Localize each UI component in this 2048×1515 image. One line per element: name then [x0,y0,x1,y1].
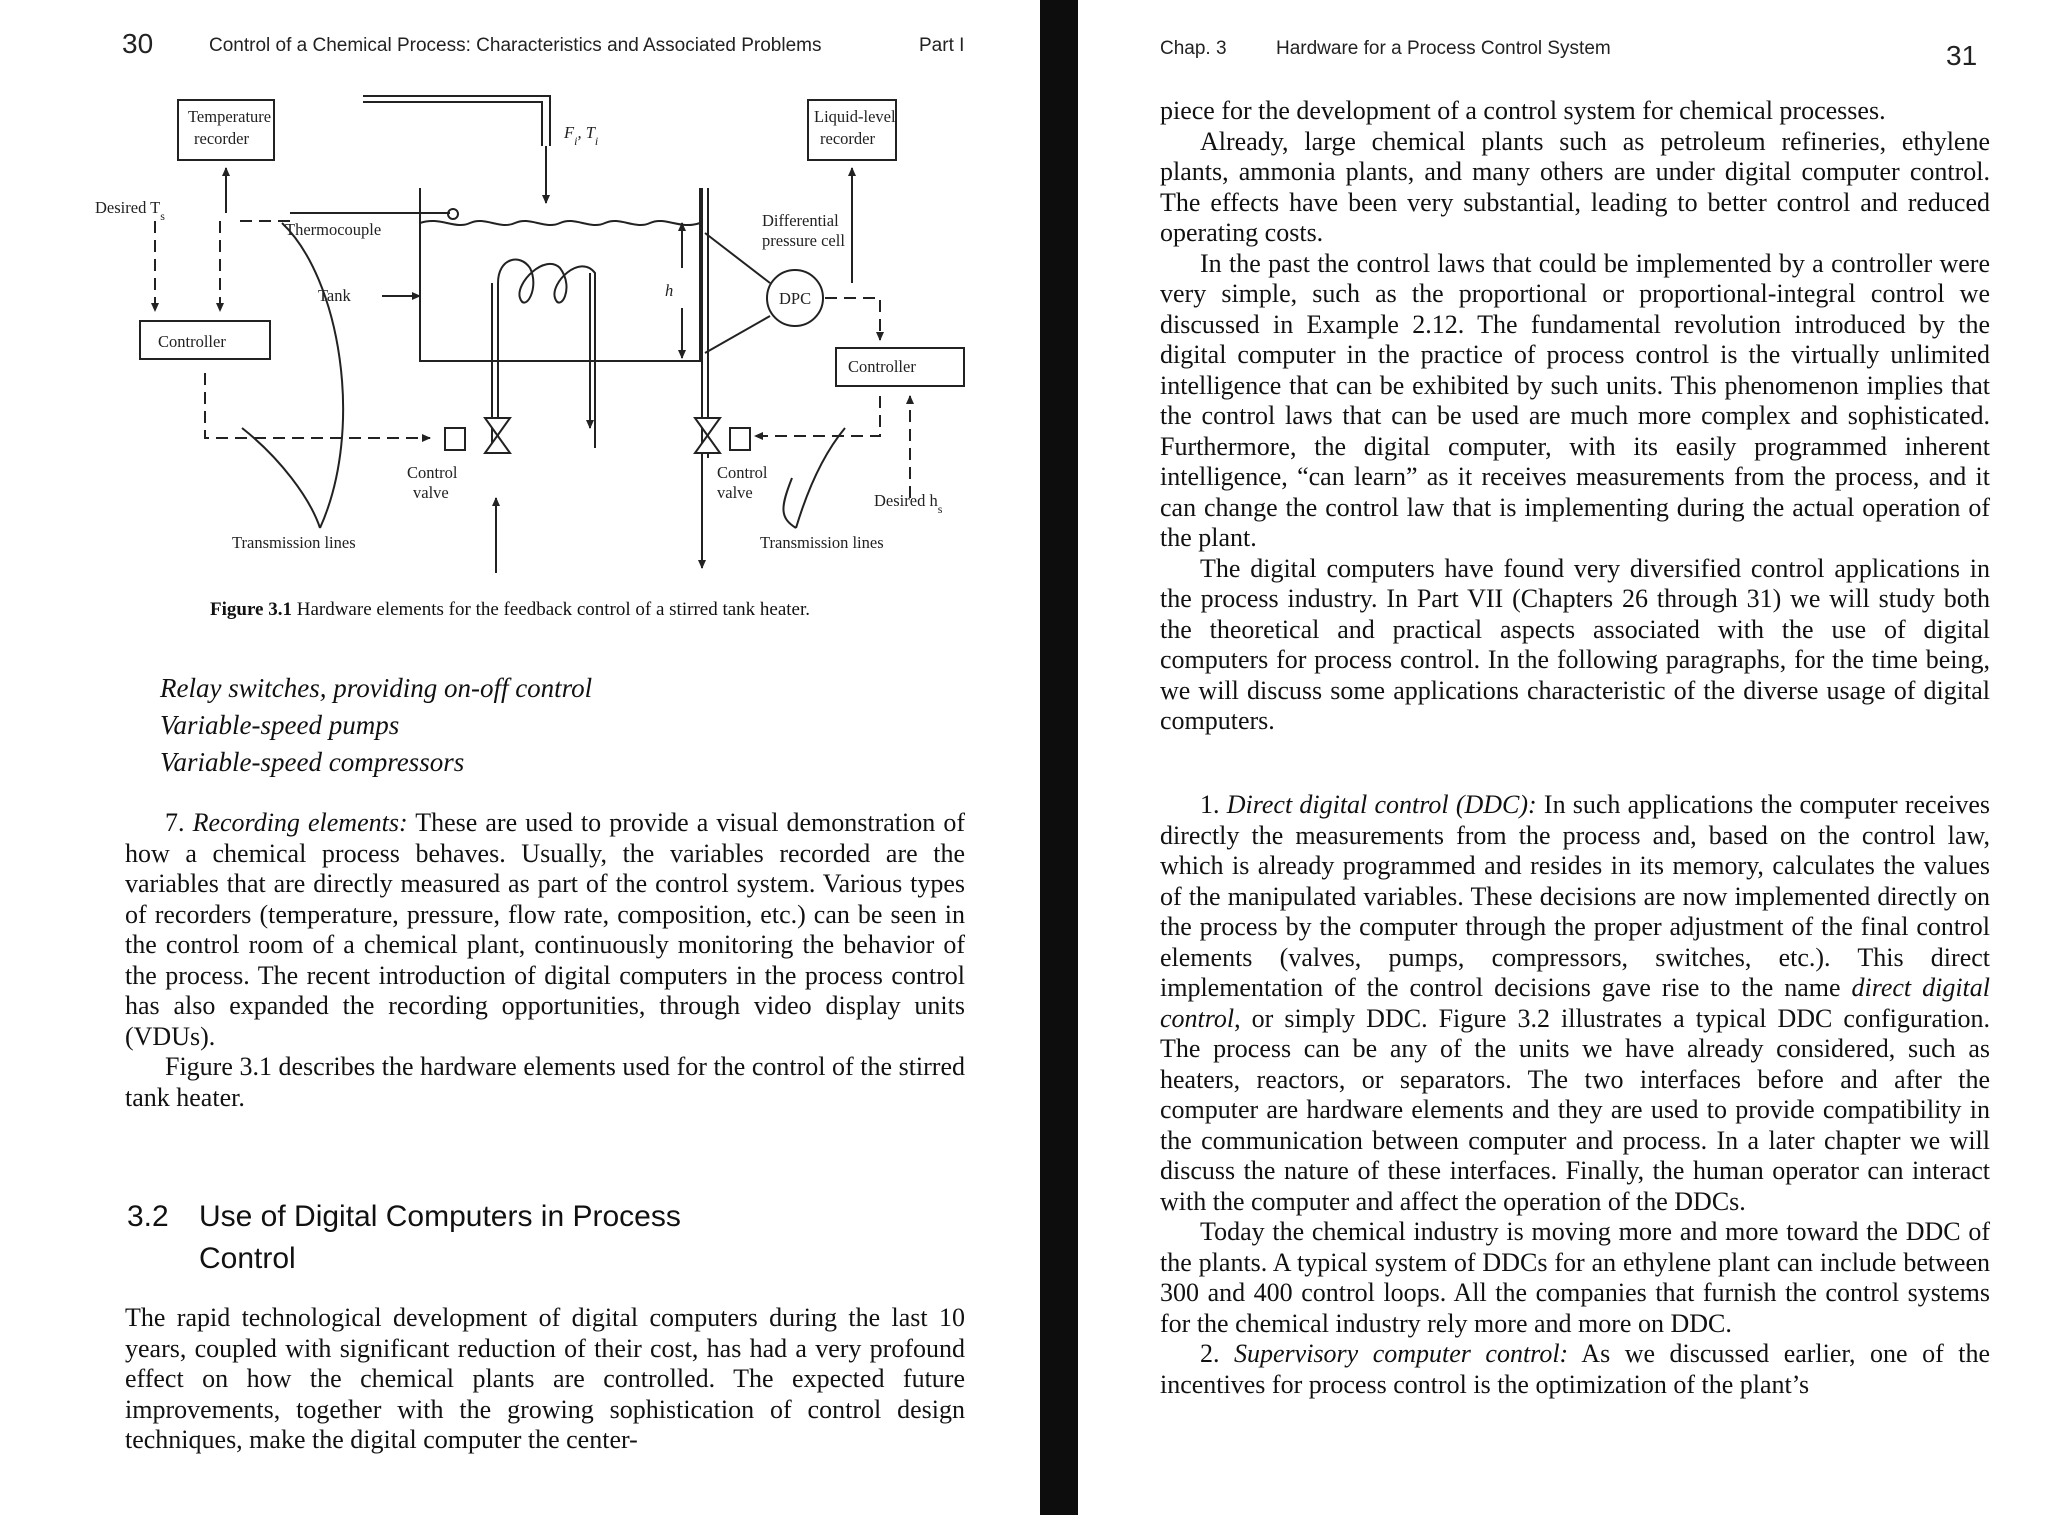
page-number-right: 31 [1946,40,1978,71]
para-control-laws: In the past the control laws that could be implemented by a controller were very simple, such as the proportional or proportional-integral control we discussed in Example 2.12. The fundamental revolution introduced by the digital computer in the practice of process control is the virtually unlimited intelligence that can be exhibited by such units. This phenomenon implies that the control laws that can be used are much more complex and sophisticated. Furthermore, the digital computer, with its easily programmed inherent intelligence, “can learn” as it receives measurements from the process, and it can change the control law that is implementing during the actual operation of the plant. [1160,248,1990,552]
inlet-pipe [363,96,550,146]
section-title-line2: Control [199,1242,296,1275]
left-body-lower [125,1303,965,1456]
label-transmission-left: Transmission lines [232,533,356,552]
label-control-valve-right-2: valve [717,483,753,502]
right-page [1078,0,2048,1515]
right-body-upper [1160,96,1990,737]
list-item: Variable-speed pumps [160,710,400,740]
section-heading [127,1196,827,1280]
label-desired-ts: Desired $T_s$ [95,198,165,223]
para-applications: The digital computers have found very diversified control applications in the process industry. In Part VII (Chapters 26 through 31) we will study both the theoretical and practical aspects associated with the use of digital computers for process control. In the following paragraphs, for the time being, we will discuss some applications characteristic of the diverse usage of digital computers. [1160,553,1990,735]
para-recording-elements: 7. Recording elements: These are used to provide a visual demonstration of how a chemical process behaves. Usually, the variables recorded are the variables that are directly measured as part of the control system. Various types of recorders (temperature, pressure, flow rate, composition, etc.) can be seen in the control room of a chemical plant, continuously monitoring the behavior of the process. The recent introduction of digital computers in the process control has also expanded the recording opportunities, through video display units (VDUs). [125,808,965,1051]
final-element-list [160,670,960,781]
label-h: h [665,281,674,300]
label-thermocouple: Thermocouple [285,220,382,239]
left-body-upper [125,808,965,1113]
caption-label: Figure 3.1 [210,599,292,620]
label-control-valve-right-1: Control [717,463,768,482]
control-valve-right [695,418,720,453]
book-gutter [1040,0,1078,1515]
page-number-left: 30 [122,28,154,59]
label-controller-left: Controller [158,332,226,351]
label-tank: Tank [318,286,351,305]
chapter-label: Chap. 3 [1160,38,1227,59]
label-control-valve-left-1: Control [407,463,458,482]
label-control-valve-left-2: valve [413,483,449,502]
caption-text: Hardware elements for the feedback control of a stirred tank heater. [296,599,811,620]
label-inlet: $F_i$, $T_i$ [564,123,599,148]
part-label: Part I [919,35,965,56]
section-title-line1: Use of Digital Computers in Process [199,1200,681,1233]
figure-caption [210,598,910,622]
hardware-diagram [95,78,1020,598]
heating-coil [498,260,595,448]
label-transmission-right: Transmission lines [760,533,884,552]
label-differential-1: Differential [762,211,839,230]
list-item: Variable-speed compressors [160,747,465,777]
figure-3-1 [95,78,1020,598]
para-rapid-development: The rapid technological development of digital computers during the last 10 years, coupled with significant reduction of their cost, has had a very profound effect on how the chemical plants are controlled. The expected future improvements, together with the growing sophistication of control design techniques, make the digital computer the center- [125,1303,965,1454]
para-direct-digital-control: 1. Direct digital control (DDC): In such applications the computer receives directly the measurements from the process and, based on the control law, which is already programmed and resides in its memory, calculates the values of the manipulated variables. These decisions are now implemented directly on the process by the computer through the proper adjustment of the final control elements (valves, pumps, compressors, switches, etc.). This direct implementation of the control decisions gave rise to the name direct digital control, or simply DDC. Figure 3.2 illustrates a typical DDC configuration. The process can be any of the units we have already considered, such as heaters, reactors, or separators. The two interfaces before and after the computer are hardware elements and they are used to provide compatibility in the communication between computer and process. In a later chapter we will discuss the nature of these interfaces. Finally, the human operator can interact with the computer and affect the operation of the DDCs. [1160,790,1990,1216]
label-desired-hs: Desired $h_s$ [874,491,943,516]
running-title-left: Control of a Chemical Process: Characteristics and Associated Problems [209,35,822,56]
para-figure-reference: Figure 3.1 describes the hardware elements used for the control of the stirred tank heater. [125,1052,965,1112]
para-supervisory-control: 2. Supervisory computer control: As we discussed earlier, one of the incentives for process control is the optimization of the plant’s [1160,1339,1991,1399]
para-centerpiece: piece for the development of a control system for chemical processes. [1160,96,1886,125]
label-dpc: DPC [779,289,812,308]
control-valve-left [485,418,510,453]
section-number: 3.2 [127,1200,169,1233]
list-item: Relay switches, providing on-off control [160,673,593,703]
label-differential-2: pressure cell [762,231,845,250]
label-controller-right: Controller [848,357,916,376]
label-temperature-recorder-1: Temperature [188,107,272,126]
para-today: Today the chemical industry is moving more and more toward the DDC of the plants. A typical system of DDCs for an ethylene plant can include between 300 and 400 control loops. All the companies that furnish the control systems for the chemical industry rely more and more on DDC. [1160,1217,1990,1338]
label-temperature-recorder-2: recorder [194,129,249,148]
label-liquid-level-recorder-2: recorder [820,129,875,148]
running-title-right: Hardware for a Process Control System [1276,38,1611,59]
label-liquid-level-recorder-1: Liquid-level [814,107,896,126]
para-large-plants: Already, large chemical plants such as petroleum refineries, ethylene plants, ammonia plants, and many others are under digital computer control. The effects have been very substantial, leading to better control and reduced operating costs. [1160,126,1990,247]
right-body-lower [1160,790,1990,1400]
tank-outline [420,188,700,361]
